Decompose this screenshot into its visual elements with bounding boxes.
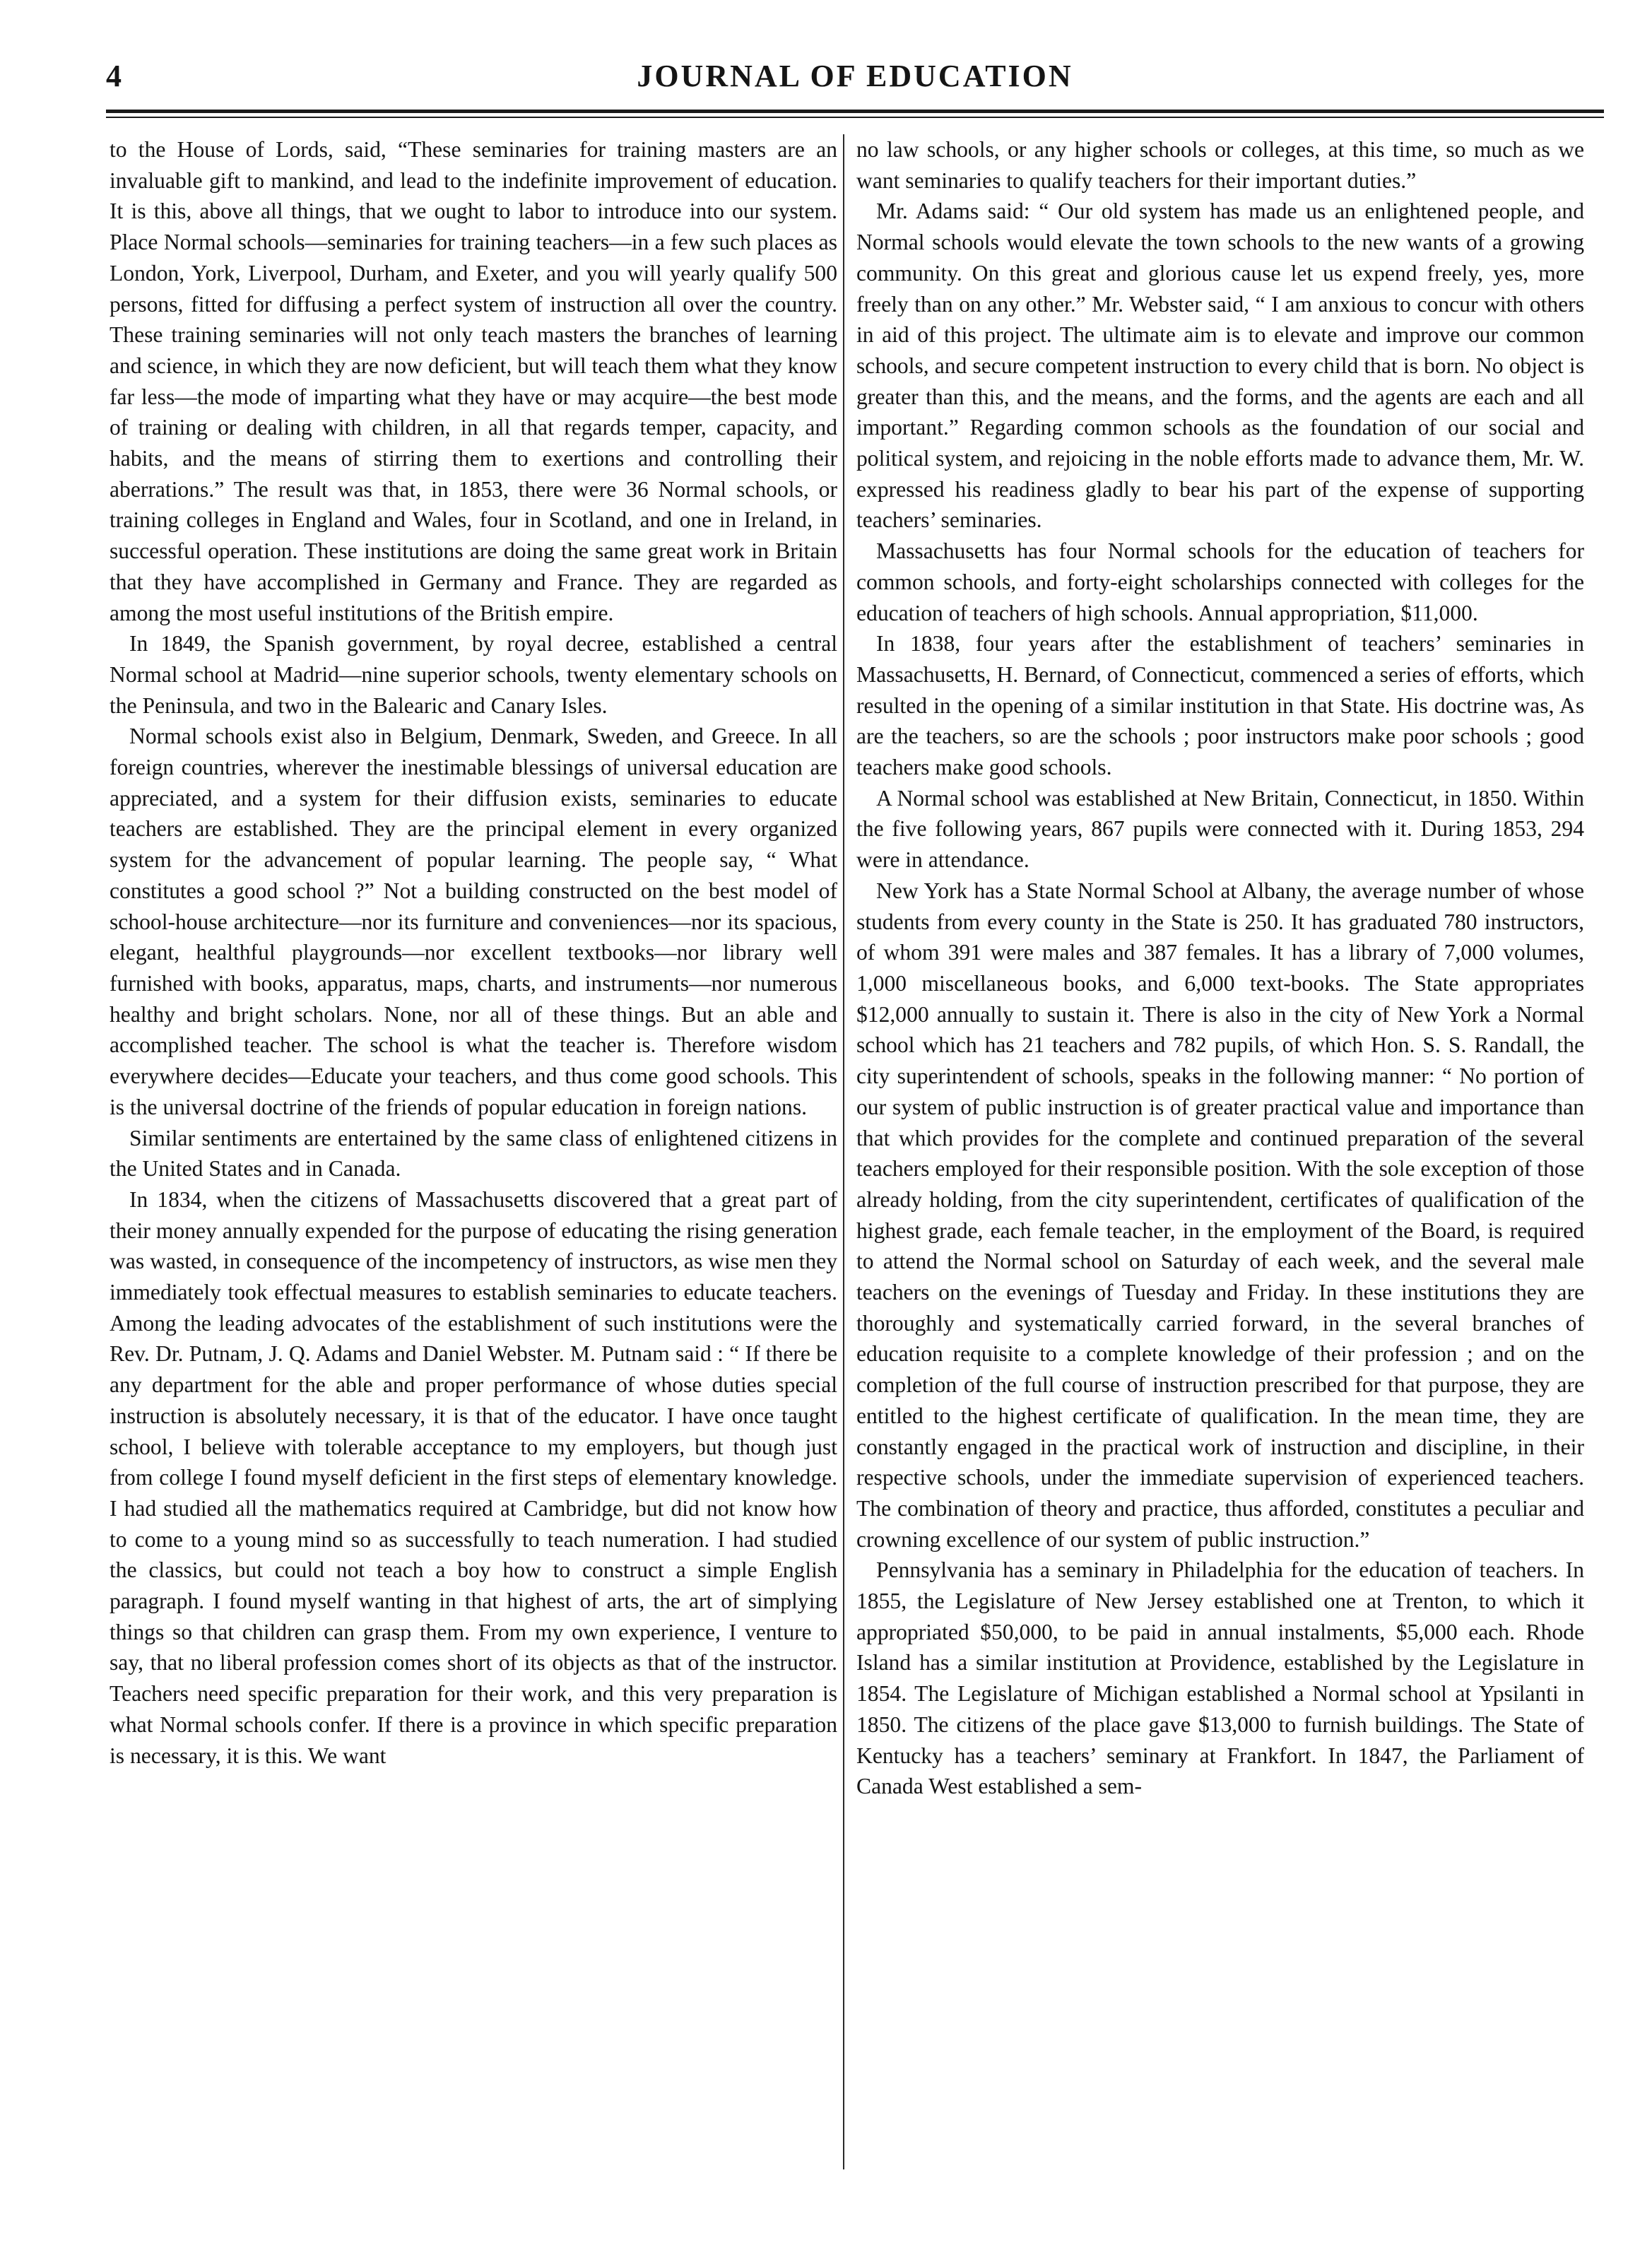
right-column <box>856 134 1584 2169</box>
paragraph: Normal schools exist also in Belgium, Denmark, Sweden, and Greece. In all foreign countries, wherever the inestimable blessings of universal education are appreciated, and a system for their diffusion exists, seminaries to educate teachers are established. They are the principal element in every organized system for the advancement of popular learning. The people say, “ What constitutes a good school ?” Not a building constructed on the best model of school-house architecture—nor its furniture and conveniences—nor its spacious, elegant, healthful playgrounds—nor excellent textbooks—nor library well furnished with books, apparatus, maps, charts, and instruments—nor numerous healthy and bright scholars. None, nor all of these things. But an able and accomplished teacher. The school is what the teacher is. Therefore wisdom everywhere decides—Educate your teachers, and thus come good schools. This is the universal doctrine of the friends of popular education in foreign nations. <box>110 724 837 1119</box>
column-divider <box>843 134 844 2169</box>
paragraph: no law schools, or any higher schools or colleges, at this time, so much as we want seminaries to qualify teachers for their important duties.” <box>856 137 1584 193</box>
paragraph: to the House of Lords, said, “These seminaries for training masters are an invaluable gift to mankind, and lead to the indefinite improvement of education. It is this, above all things, that we ought to labor to introduce into our system. Place Normal schools—seminaries for training teachers—in a few such places as London, York, Liverpool, Durham, and Exeter, and you will yearly qualify 500 persons, fitted for diffusing a perfect system of instruction all over the country. These training seminaries will not only teach masters the branches of learning and science, in which they are now deficient, but will teach them what they know far less—the mode of imparting what they have or may acquire—the best mode of training or dealing with children, in all that regards temper, capacity, and habits, and the means of stirring them to exertions and controlling their aberrations.” The result was that, in 1853, there were 36 Normal schools, or training colleges in England and Wales, four in Scotland, and one in Ireland, in successful operation. These institutions are doing the same great work in Britain that they have accomplished in Germany and France. They are regarded as among the most useful institutions of the British empire. <box>110 137 837 625</box>
page-number: 4 <box>106 59 122 93</box>
paragraph: A Normal school was established at New Britain, Connecticut, in 1850. Within the five following years, 867 pupils were connected with it. During 1853, 294 were in attendance. <box>856 785 1584 873</box>
paragraph: In 1834, when the citizens of Massachusetts discovered that a great part of their money annually expended for the purpose of educating the rising generation was wasted, in consequence of the incompetency of instructors, as wise men they immediately took effectual measures to establish seminaries to educate teachers. Among the leading advocates of the establishment of such institutions were the Rev. Dr. Putnam, J. Q. Adams and Daniel Webster. M. Putnam said : “ If there be any department for the able and proper performance of whose duties special instruction is absolutely necessary, it is that of the educator. I have once taught school, I believe with tolerable acceptance to my employers, but though just from college I found myself deficient in the first steps of elementary knowledge. I had studied all the mathematics required at Cambridge, but did not know how to come to a young mind so as successfully to teach numeration. I had studied the classics, but could not teach a boy how to construct a simple English paragraph. I found myself wanting in that highest of arts, the art of simplying things so that children can grasp them. From my own experience, I venture to say, that no liberal profession comes short of its objects as that of the instructor. Teachers need specific preparation for their work, and this very preparation is what Normal schools confer. If there is a province in which specific preparation is necessary, it is this. We want <box>110 1186 837 1768</box>
paragraph: New York has a State Normal School at Albany, the average number of whose students from every county in the State is 250. It has graduated 780 instructors, of whom 391 were males and 387 females. It has a library of 7,000 volumes, 1,000 miscellaneous books, and 6,000 text-books. The State appropriates $12,000 annually to sustain it. There is also in the city of New York a Normal school which has 21 teachers and 782 pupils, of which Hon. S. S. Randall, the city superintendent of schools, speaks in the following manner: “ No portion of our system of public instruction is of greater practical value and importance than that which provides for the complete and continued preparation of the several teachers employed for their responsible position. With the sole exception of those already holding, from the city superintendent, certificates of qualification of the highest grade, each female teacher, in the employment of the Board, is required to attend the Normal school on Saturday of each week, and the several male teachers on the evenings of Tuesday and Friday. In these institutions they are thoroughly and systematically carried forward, in the several branches of education requisite to a complete knowledge of their profession ; and on the completion of the full course of instruction prescribed for that purpose, they are entitled to the highest certificate of qualification. In the mean time, they are constantly engaged in the practical work of instruction and discipline, in their respective schools, under the immediate supervision of experienced teachers. The combination of theory and practice, thus afforded, constitutes a peculiar and crowning excellence of our system of public instruction.” <box>856 878 1584 1552</box>
paragraph: Pennsylvania has a seminary in Philadelphia for the education of teachers. In 1855, the Legislature of New Jersey established one at Trenton, to which it appropriated $50,000, to be paid in annual instalments, $5,000 each. Rhode Island has a similar institution at Providence, established by the Legislature in 1854. The Legislature of Michigan established a Normal school at Ypsilanti in 1850. The citizens of the place gave $13,000 to furnish buildings. The State of Kentucky has a teachers’ seminary at Frankfort. In 1847, the Parliament of Canada West established a sem- <box>856 1557 1584 1799</box>
paragraph: Similar sentiments are entertained by the same class of enlightened citizens in the United States and in Canada. <box>110 1125 837 1182</box>
paragraph: In 1849, the Spanish government, by royal decree, established a central Normal school at Madrid—nine superior schools, twenty elementary schools on the Peninsula, and two in the Balearic and Canary Isles. <box>110 631 837 718</box>
left-column <box>110 134 837 2169</box>
header-rule-thick <box>106 110 1604 113</box>
page-header <box>106 55 1604 105</box>
paragraph: In 1838, four years after the establishment of teachers’ seminaries in Massachusetts, H. Bernard, of Connecticut, commenced a series of efforts, which resulted in the opening of a similar institution in that State. His doctrine was, As are the teachers, so are the schools ; poor instructors make poor schools ; good teachers make good schools. <box>856 631 1584 780</box>
paragraph: Massachusetts has four Normal schools for the education of teachers for common schools, and forty-eight scholarships connected with colleges for the education of teachers of high schools. Annual appropriation, $11,000. <box>856 538 1584 625</box>
header-rule-thin <box>106 117 1604 118</box>
running-title: JOURNAL OF EDUCATION <box>637 59 1073 93</box>
paragraph: Mr. Adams said: “ Our old system has made us an enlightened people, and Normal schools would elevate the town schools to the new wants of a growing community. On this great and glorious cause let us expend freely, yes, more freely than on any other.” Mr. Webster said, “ I am anxious to concur with others in aid of this project. The ultimate aim is to elevate and improve our common schools, and secure competent instruction to every child that is born. No object is greater than this, and the means, and the forms, and the agents are each and all important.” Regarding common schools as the foundation of our social and political system, and rejoicing in the noble efforts made to advance them, Mr. W. expressed his readiness gladly to bear his part of the expense of supporting teachers’ seminaries. <box>856 199 1584 533</box>
